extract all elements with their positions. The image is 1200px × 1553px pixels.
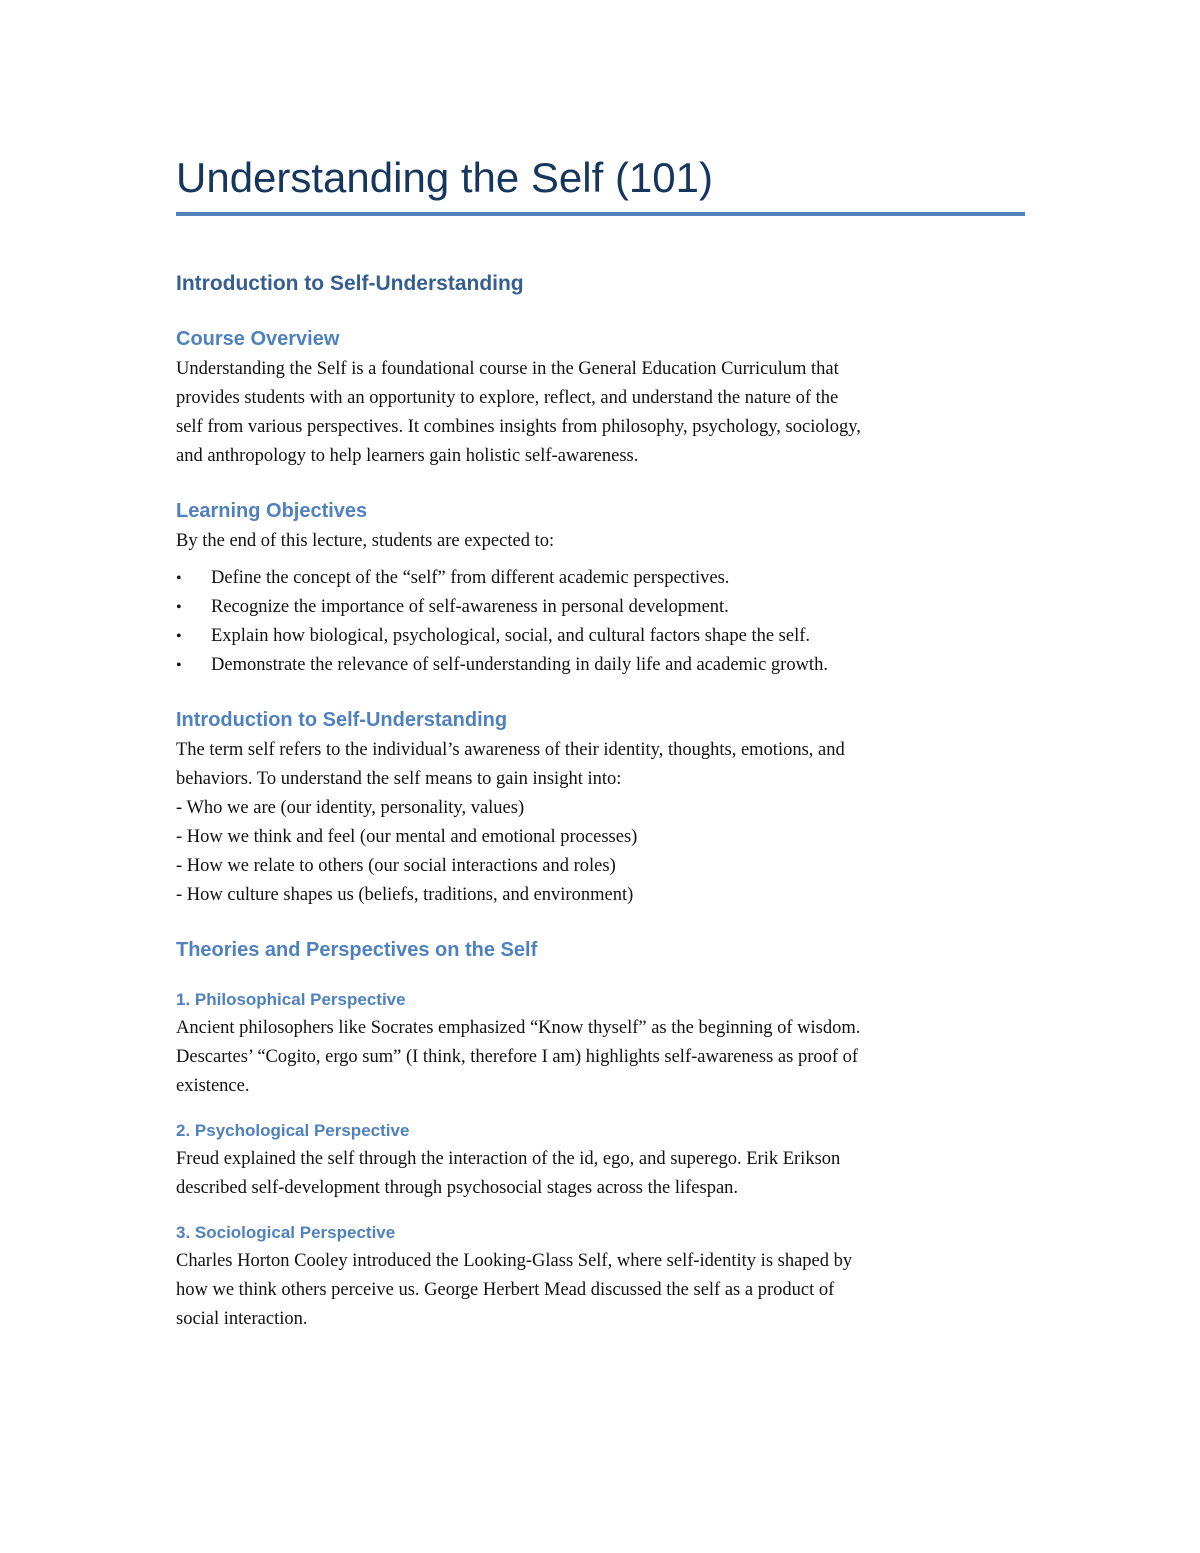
course-overview-text [176, 355, 1026, 471]
bullet-icon: • [176, 657, 182, 674]
list-item-text: Demonstrate the relevance of self-understanding in daily life and academic growth. [211, 655, 828, 675]
perspective-line: existence. [176, 1076, 250, 1096]
list-item-text: Define the concept of the “self” from different academic perspectives. [211, 568, 730, 588]
course-overview-line: and anthropology to help learners gain holistic self-awareness. [176, 446, 639, 466]
list-item [176, 593, 1026, 622]
learning-objectives-heading: Learning Objectives [176, 500, 368, 522]
introduction-heading: Introduction to Self-Understanding [176, 709, 508, 731]
perspective-line: described self-development through psychosocial stages across the lifespan. [176, 1178, 739, 1198]
list-item-text: Recognize the importance of self-awareness in personal development. [211, 597, 729, 617]
course-overview-heading: Course Overview [176, 328, 340, 350]
perspective-line: social interaction. [176, 1309, 308, 1329]
sociological-perspective-text [176, 1247, 1026, 1334]
philosophical-perspective-text [176, 1014, 1026, 1101]
course-overview-line: provides students with an opportunity to explore, reflect, and understand the nature of the [176, 388, 839, 408]
perspective-line: how we think others perceive us. George Herbert Mead discussed the self as a product of [176, 1280, 835, 1300]
course-overview-line: Understanding the Self is a foundational course in the General Education Curriculum that [176, 359, 839, 379]
sociological-perspective-heading: 3. Sociological Perspective [176, 1223, 396, 1242]
section-heading: Introduction to Self-Understanding [176, 272, 524, 295]
perspective-line: Charles Horton Cooley introduced the Looking-Glass Self, where self-identity is shaped by [176, 1251, 853, 1271]
introduction-line: - Who we are (our identity, personality, values) [176, 798, 525, 818]
perspective-line: Descartes’ “Cogito, ergo sum” (I think, therefore I am) highlights self-awareness as proof of [176, 1047, 859, 1067]
philosophical-perspective-heading: 1. Philosophical Perspective [176, 990, 406, 1009]
introduction-line: - How we relate to others (our social interactions and roles) [176, 856, 616, 876]
list-item [176, 651, 1026, 680]
learning-objectives-intro: By the end of this lecture, students are expected to: [176, 531, 555, 551]
psychological-perspective-text [176, 1145, 1026, 1203]
introduction-text [176, 736, 1026, 910]
bullet-icon: • [176, 628, 182, 645]
document-page [176, 150, 1026, 1334]
bullet-icon: • [176, 599, 182, 616]
introduction-line: behaviors. To understand the self means to gain insight into: [176, 769, 622, 789]
bullet-icon: • [176, 570, 182, 587]
list-item [176, 622, 1026, 651]
document-title: Understanding the Self (101) [176, 154, 713, 201]
learning-objectives-list [176, 564, 1026, 680]
psychological-perspective-heading: 2. Psychological Perspective [176, 1121, 410, 1140]
list-item [176, 564, 1026, 593]
list-item-text: Explain how biological, psychological, social, and cultural factors shape the self. [211, 626, 811, 646]
introduction-line: The term self refers to the individual’s awareness of their identity, thoughts, emotions, and [176, 740, 845, 760]
title-underline-rule [176, 212, 1025, 216]
perspective-line: Ancient philosophers like Socrates emphasized “Know thyself” as the beginning of wisdom. [176, 1018, 861, 1038]
introduction-line: - How we think and feel (our mental and emotional processes) [176, 827, 638, 847]
course-overview-line: self from various perspectives. It combines insights from philosophy, psychology, sociology, [176, 417, 861, 437]
introduction-line: - How culture shapes us (beliefs, traditions, and environment) [176, 885, 634, 905]
theories-heading: Theories and Perspectives on the Self [176, 939, 538, 961]
perspective-line: Freud explained the self through the interaction of the id, ego, and superego. Erik Erikson [176, 1149, 841, 1169]
